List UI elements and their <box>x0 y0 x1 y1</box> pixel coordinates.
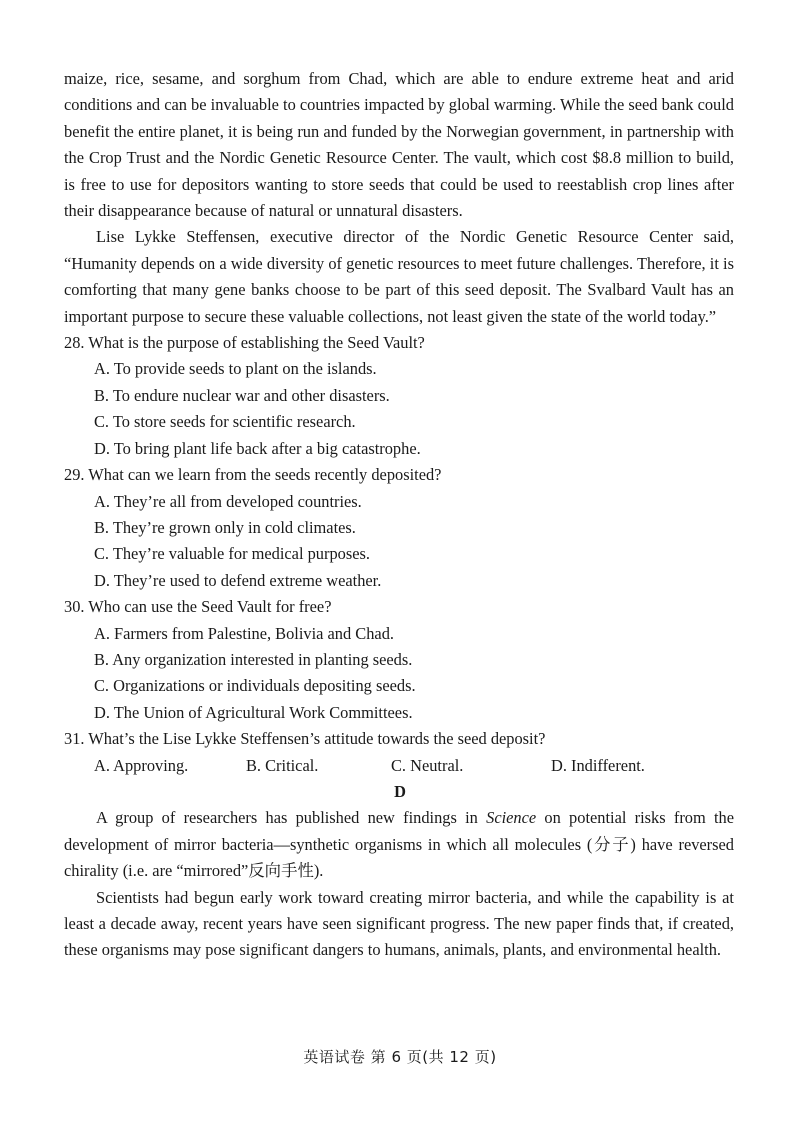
answer-option: A. To provide seeds to plant on the islands. <box>94 359 377 379</box>
question-stem: 28. What is the purpose of establishing the Seed Vault? <box>64 333 425 353</box>
answer-option: C. Organizations or individuals depositing seeds. <box>94 676 416 696</box>
passage-d-heading: D <box>394 781 406 801</box>
passage-c-paragraph-2: Lise Lykke Steffensen, executive director of the Nordic Genetic Resource Center said, “Humanity depends on a wide diversity of genetic resources to meet future challenges. Therefore, it is comforting that many gene banks choose to be part of this seed deposit. The Svalbard Vault has an important purpose to secure these valuable collections, not least given the state of the world today.” <box>64 227 734 326</box>
passage-c-paragraph-1: maize, rice, sesame, and sorghum from Chad, which are able to endure extreme heat and arid conditions and can be invaluable to countries impacted by global warming. While the seed bank could benefit the entire planet, it is being run and funded by the Norwegian government, in partnership with the Crop Trust and the Nordic Genetic Resource Center. The vault, which cost $8.8 million to build, is free to use for depositors wanting to store seeds that could be used to reestablish crop lines after their disappearance because of natural or unnatural disasters. <box>64 69 734 221</box>
question-stem: 30. Who can use the Seed Vault for free? <box>64 597 332 617</box>
answer-option: B. They’re grown only in cold climates. <box>94 517 356 537</box>
question-stem: 29. What can we learn from the seeds recently deposited? <box>64 465 442 485</box>
passage-d-p1-after: on potential risks from the development of mirror bacteria—synthetic organisms in which all molecules (分子) have reversed chirality (i.e. are “mirrored”反向手性). <box>64 808 734 881</box>
passage-d-p1-before: A group of researchers has published new findings in <box>96 808 487 828</box>
answer-option: C. They’re valuable for medical purposes. <box>94 544 370 564</box>
page-footer: 英语试卷 第 6 页(共 12 页) <box>303 1048 497 1066</box>
answer-option: D. They’re used to defend extreme weather. <box>94 570 382 590</box>
question-stem: 31. What’s the Lise Lykke Steffensen’s attitude towards the seed deposit? <box>64 729 546 749</box>
answer-options-row <box>64 753 734 779</box>
answer-option: D. Indifferent. <box>551 755 645 775</box>
answer-option: B. To endure nuclear war and other disasters. <box>94 385 390 405</box>
question-30 <box>64 594 734 726</box>
answer-option: D. To bring plant life back after a big catastrophe. <box>94 438 421 458</box>
exam-page <box>64 66 734 964</box>
question-29 <box>64 462 734 594</box>
answer-option: C. To store seeds for scientific research. <box>94 412 356 432</box>
answer-option: A. They’re all from developed countries. <box>94 491 362 511</box>
journal-name: Science <box>486 808 537 828</box>
answer-option: D. The Union of Agricultural Work Committees. <box>94 702 413 722</box>
passage-d-paragraph-1 <box>64 805 734 884</box>
answer-option: A. Farmers from Palestine, Bolivia and Chad. <box>94 623 394 643</box>
answer-option: B. Critical. <box>246 755 319 775</box>
passage-d-paragraph-2: Scientists had begun early work toward creating mirror bacteria, and while the capability is at least a decade away, recent years have seen significant progress. The new paper finds that, if created, these organisms may pose significant dangers to humans, animals, plants, and environmental health. <box>64 887 734 960</box>
answer-option: A. Approving. <box>94 755 189 775</box>
answer-option: B. Any organization interested in planting seeds. <box>94 649 413 669</box>
answer-option: C. Neutral. <box>391 755 464 775</box>
question-28 <box>64 330 734 462</box>
question-31 <box>64 726 734 779</box>
